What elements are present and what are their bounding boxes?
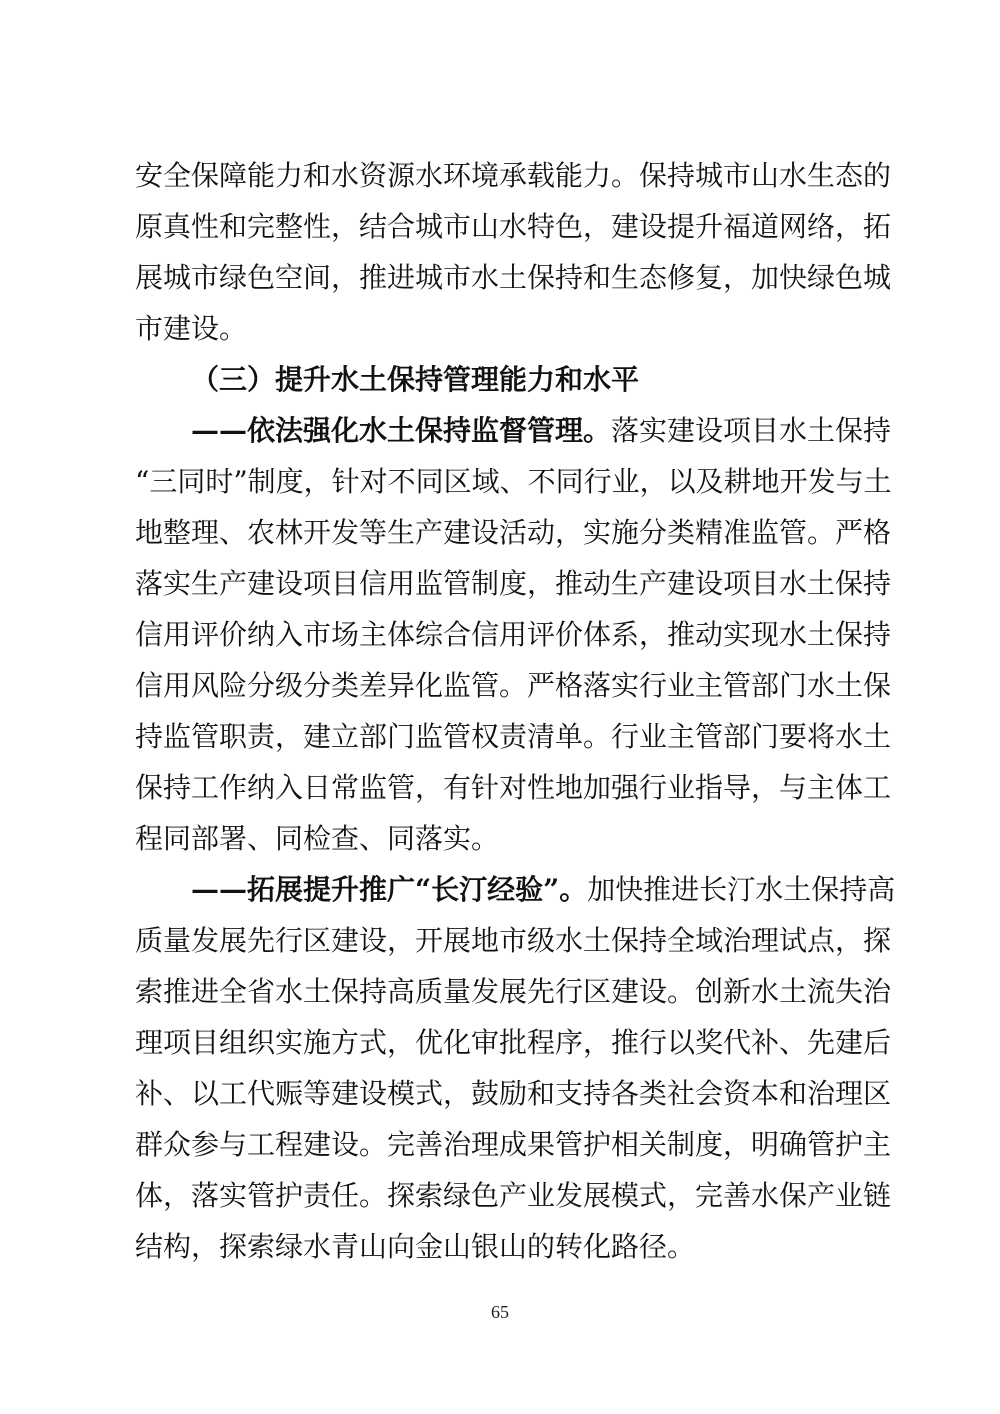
document-body (135, 150, 896, 1272)
paragraph-lead-bold: ——依法强化水土保持监督管理。 (191, 414, 612, 447)
text-line: 市建设。 (135, 312, 248, 345)
text-line: “三同时”制度，针对不同区域、不同行业，以及耕地开发与土 (135, 465, 892, 498)
text-line: 原真性和完整性，结合城市山水特色，建设提升福道网络，拓 (135, 210, 892, 243)
text-line: 质量发展先行区建设，开展地市级水土保持全域治理试点，探 (135, 924, 892, 957)
paragraph-lead-rest: 落实建设项目水土保持 (611, 414, 892, 447)
text-line: 落实生产建设项目信用监管制度，推动生产建设项目水土保持 (135, 567, 892, 600)
text-line: 程同部署、同检查、同落实。 (135, 822, 500, 855)
paragraph-changting (135, 864, 896, 1272)
text-line: 补、以工代赈等建设模式，鼓励和支持各类社会资本和治理区 (135, 1077, 892, 1110)
text-line: 持监管职责，建立部门监管权责清单。行业主管部门要将水土 (135, 720, 892, 753)
text-line: 索推进全省水土保持高质量发展先行区建设。创新水土流失治 (135, 975, 892, 1008)
paragraph-lead-bold: ——拓展提升推广“长汀经验”。 (191, 873, 588, 906)
text-line: 展城市绿色空间，推进城市水土保持和生态修复，加快绿色城 (135, 261, 892, 294)
text-line: 保持工作纳入日常监管，有针对性地加强行业指导，与主体工 (135, 771, 892, 804)
text-line: 信用风险分级分类差异化监管。严格落实行业主管部门水土保 (135, 669, 892, 702)
text-line: 结构，探索绿水青山向金山银山的转化路径。 (135, 1230, 696, 1263)
section-heading: （三）提升水土保持管理能力和水平 (191, 363, 640, 396)
paragraph-supervision (135, 405, 892, 864)
page-number: 65 (491, 1302, 509, 1322)
text-line: 信用评价纳入市场主体综合信用评价体系，推动实现水土保持 (135, 618, 892, 651)
text-line (135, 405, 892, 456)
paragraph-lead-rest: 加快推进长汀水土保持高 (587, 873, 896, 906)
text-line: 体，落实管护责任。探索绿色产业发展模式，完善水保产业链 (135, 1179, 892, 1212)
text-line: 地整理、农林开发等生产建设活动，实施分类精准监管。严格 (135, 516, 892, 549)
text-line: 理项目组织实施方式，优化审批程序，推行以奖代补、先建后 (135, 1026, 892, 1059)
text-line (135, 864, 896, 915)
text-line: 群众参与工程建设。完善治理成果管护相关制度，明确管护主 (135, 1128, 892, 1161)
paragraph-continuation (135, 150, 892, 354)
text-line: 安全保障能力和水资源水环境承载能力。保持城市山水生态的 (135, 159, 892, 192)
